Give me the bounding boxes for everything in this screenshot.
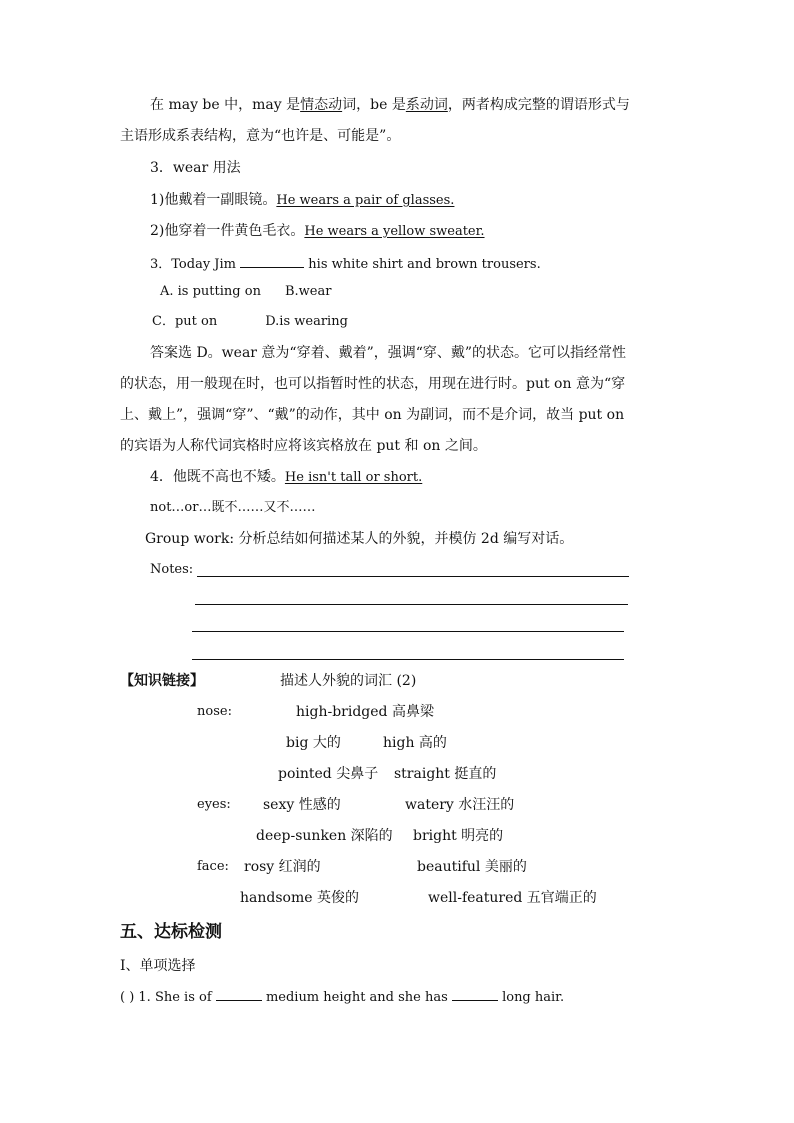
section-5-heading: 五、达标检测: [120, 922, 222, 942]
notes-line-1[interactable]: [197, 576, 629, 577]
question-1: [120, 986, 564, 1008]
eyes-label: eyes:: [197, 797, 231, 812]
notes-line-2[interactable]: [195, 604, 628, 605]
question-3-options-cd: [152, 312, 348, 332]
question-1-b: medium height and she has: [265, 990, 448, 1005]
intro-underlined-modal: 情态动: [300, 97, 343, 113]
wear-heading: 3．wear 用法: [150, 160, 241, 176]
wear-example-2-en: He wears a yellow sweater.: [304, 224, 485, 239]
group-work: Group work: 分析总结如何描述某人的外貌，并模仿 2d 编写对话。: [145, 531, 574, 547]
face-well-featured: well-featured 五官端正的: [428, 890, 597, 906]
knowledge-title: 描述人外貌的词汇 (2): [280, 673, 417, 689]
nose-big: big 大的: [286, 735, 341, 751]
question-3-stem: [150, 253, 541, 275]
question-1-blank-2[interactable]: [452, 986, 498, 1001]
question-1-c: long hair.: [502, 990, 565, 1005]
option-c: C．put on: [152, 314, 218, 329]
item-4-pattern: not…or…既不……又不……: [150, 500, 316, 515]
option-d: D.is wearing: [265, 314, 348, 329]
question-3-stem-b: his white shirt and brown trousers.: [308, 257, 541, 272]
nose-label: nose:: [197, 704, 232, 719]
item-4: [150, 467, 422, 488]
answer-line-3: 上、戴上”，强调“穿”、“戴”的动作，其中 on 为副词，而不是介词，故当 put on: [120, 407, 625, 423]
face-label: face:: [197, 859, 229, 874]
eyes-bright: bright 明亮的: [413, 828, 504, 844]
notes-line-4[interactable]: [192, 659, 624, 660]
option-b: B.wear: [284, 284, 332, 299]
question-1-a: ( ) 1. She is of: [120, 990, 212, 1005]
answer-line-1: 答案选 D。wear 意为“穿着、戴着”，强调“穿、戴”的状态。它可以指经常性: [150, 345, 627, 361]
face-rosy: rosy 红润的: [244, 859, 321, 875]
answer-line-4: 的宾语为人称代词宾格时应将该宾格放在 put 和 on 之间。: [120, 438, 487, 454]
eyes-watery: watery 水汪汪的: [405, 797, 515, 813]
wear-example-2: [150, 221, 485, 242]
intro-text-b: 词，be 是: [342, 97, 406, 113]
nose-straight: straight 挺直的: [394, 766, 497, 782]
intro-text-a: 在 may be 中，may 是: [150, 97, 301, 113]
question-3-stem-a: 3．Today Jim: [150, 257, 237, 272]
option-a: A. is putting on: [160, 284, 261, 299]
notes-label: Notes:: [150, 562, 194, 577]
face-handsome: handsome 英俊的: [240, 890, 359, 906]
intro-underlined-linking: 系动词: [405, 97, 448, 113]
intro-text-c: ，两者构成完整的谓语形式与: [447, 97, 630, 113]
item-4-en: He isn't tall or short.: [284, 470, 423, 485]
notes-line-3[interactable]: [192, 631, 624, 632]
question-1-blank-1[interactable]: [216, 986, 262, 1001]
eyes-deep-sunken: deep-sunken 深陷的: [256, 828, 393, 844]
wear-example-1: [150, 190, 454, 211]
answer-line-2: 的状态，用一般现在时，也可以指暂时性的状态，用现在进行时。put on 意为“穿: [120, 376, 626, 392]
eyes-sexy: sexy 性感的: [263, 797, 341, 813]
intro-line-2: 主语形成系表结构，意为“也许是、可能是”。: [120, 128, 401, 144]
wear-example-1-cn: 1)他戴着一副眼镜。: [150, 192, 277, 208]
nose-high: high 高的: [383, 735, 447, 751]
wear-example-2-cn: 2)他穿着一件黄色毛衣。: [150, 223, 305, 239]
item-4-cn: 4．他既不高也不矮。: [150, 469, 285, 485]
section-5-subheading: I、单项选择: [120, 958, 196, 974]
face-beautiful: beautiful 美丽的: [417, 859, 527, 875]
wear-example-1-en: He wears a pair of glasses.: [276, 193, 455, 208]
nose-pointed: pointed 尖鼻子: [278, 766, 379, 782]
nose-high-bridged: high-bridged 高鼻梁: [296, 704, 434, 720]
intro-line-1: [150, 95, 630, 115]
question-3-options-ab: [160, 282, 331, 302]
knowledge-tag: 【知识链接】: [120, 673, 204, 689]
question-3-blank[interactable]: [240, 253, 304, 268]
